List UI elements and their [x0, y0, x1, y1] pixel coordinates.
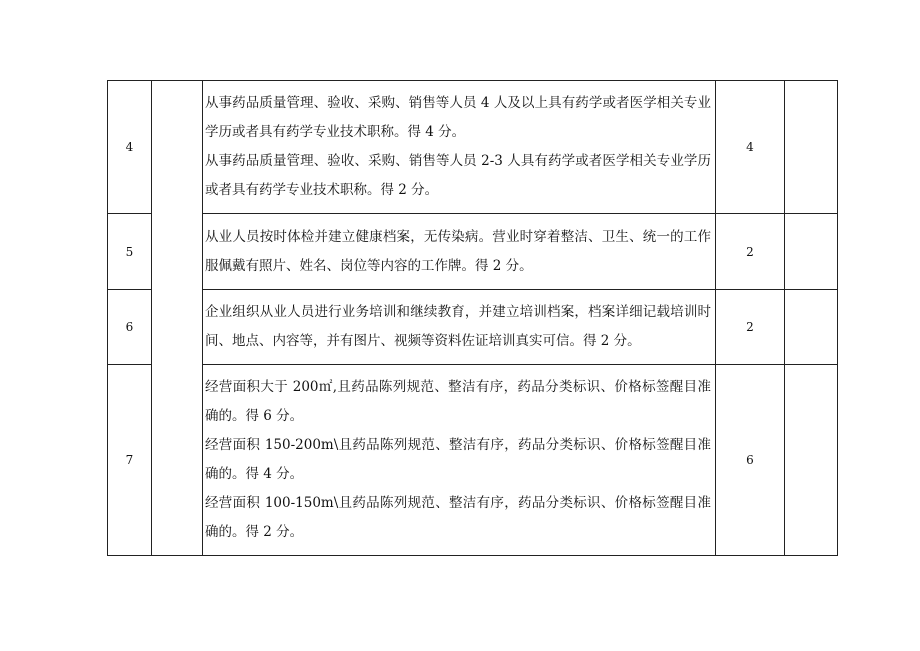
score-cell: 2	[716, 214, 785, 290]
criteria-text: 从业人员按时体检并建立健康档案，无传染病。营业时穿着整洁、卫生、统一的工作服佩戴有照片、姓名、岗位等内容的工作牌。得 2 分。	[205, 228, 711, 274]
score-cell: 6	[716, 365, 785, 556]
table-row	[108, 81, 838, 214]
criteria-text: 企业组织从业人员进行业务培训和继续教育，并建立培训档案，档案详细记载培训时间、地点、内容等，并有图片、视频等资料佐证培训真实可信。得 2 分。	[205, 304, 711, 349]
table-row	[108, 290, 838, 365]
item-number: 7	[108, 365, 152, 556]
criteria-text: 从事药品质量管理、验收、采购、销售等人员 2-3 人具有药学或者医学相关专业学历或者具有药学专业技术职称。得 2 分。	[205, 153, 711, 198]
remarks-cell	[785, 214, 838, 290]
criteria-text: 从事药品质量管理、验收、采购、销售等人员 4 人及以上具有药学或者医学相关专业学历或者具有药学专业技术职称。得 4 分。	[205, 95, 711, 140]
table-row	[108, 365, 838, 556]
score-cell: 4	[716, 81, 785, 214]
score-cell: 2	[716, 290, 785, 365]
criteria-cell	[203, 214, 716, 290]
item-number: 4	[108, 81, 152, 214]
criteria-cell	[203, 81, 716, 214]
category-cell	[152, 81, 203, 556]
item-number: 5	[108, 214, 152, 290]
criteria-cell	[203, 365, 716, 556]
item-number: 6	[108, 290, 152, 365]
remarks-cell	[785, 365, 838, 556]
criteria-cell	[203, 290, 716, 365]
criteria-text: 经营面积 150-200m\且药品陈列规范、整洁有序，药品分类标识、价格标签醒目准确的。得 4 分。	[205, 437, 711, 482]
remarks-cell	[785, 290, 838, 365]
remarks-cell	[785, 81, 838, 214]
table-row	[108, 214, 838, 290]
criteria-text: 经营面积 100-150m\且药品陈列规范、整洁有序，药品分类标识、价格标签醒目准确的。得 2 分。	[205, 495, 711, 540]
scoring-table	[107, 80, 838, 556]
criteria-text: 经营面积大于 200㎡,且药品陈列规范、整洁有序，药品分类标识、价格标签醒目准确的。得 6 分。	[205, 379, 711, 424]
